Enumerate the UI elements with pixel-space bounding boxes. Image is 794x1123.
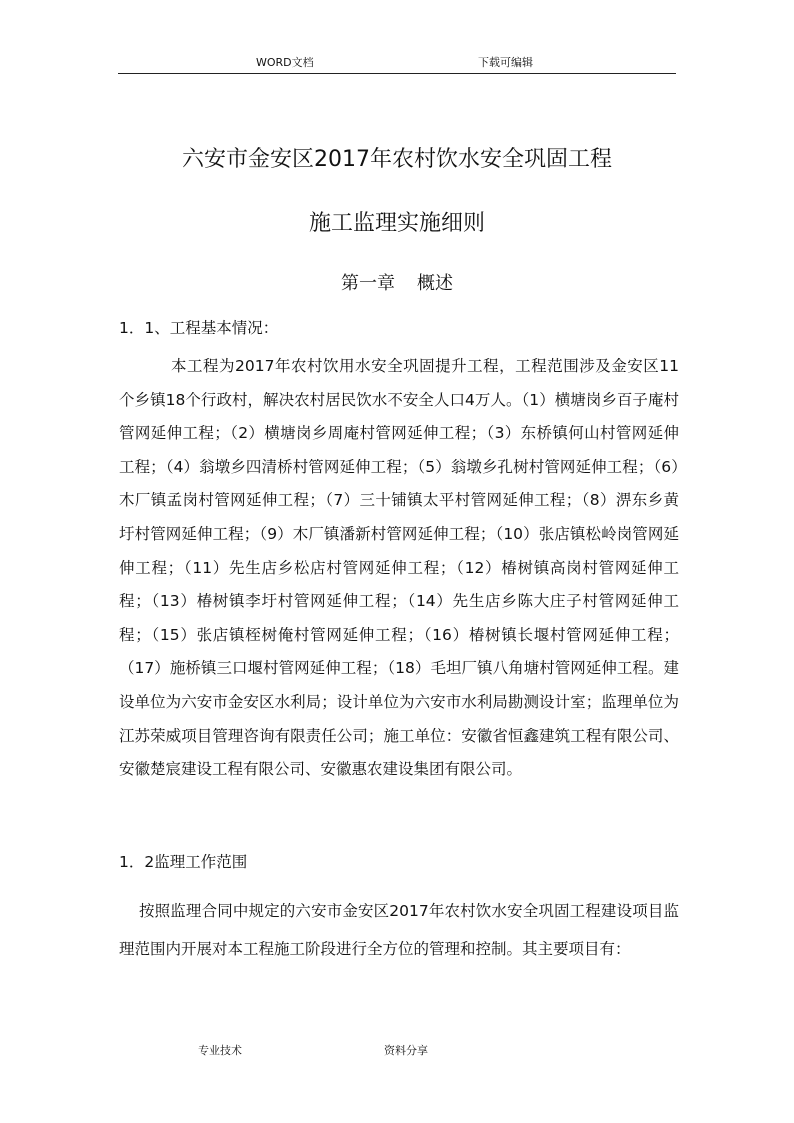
header-left-label: WORD文档: [256, 56, 314, 69]
chapter-heading: [0, 272, 794, 296]
section-body-1-2: 按照监理合同中规定的六安市金安区2017年农村饮水安全巩固工程建设项目监理范围内开展对本工程施工阶段进行全方位的管理和控制。其主要项目有：: [119, 902, 679, 958]
section-heading-1-2: 1．2监理工作范围: [119, 853, 248, 871]
chapter-name: 概述: [417, 273, 453, 294]
footer-left-label: 专业技术: [198, 1044, 242, 1057]
header-divider: [118, 73, 676, 74]
section-body-1-1: 本工程为2017年农村饮用水安全巩固提升工程，工程范围涉及金安区11个乡镇18个行政村，解决农村居民饮水不安全人口4万人。（1）横塘岗乡百子庵村管网延伸工程；（2）横塘岗乡周庵村管网延伸工程；（3）东桥镇何山村管网延伸工程；（4）翁墩乡四清桥村管网延伸工程；（5）翁墩乡孔树村管网延伸工程；（6）木厂镇孟岗村管网延伸工程；（7）三十铺镇太平村管网延伸工程；（8）淠东乡黄圩村管网延伸工程；（9）木厂镇潘新村管网延伸工程；（10）张店镇松岭岗管网延伸工程；（11）先生店乡松店村管网延伸工程；（12）椿树镇高岗村管网延伸工程；（13）椿树镇李圩村管网延伸工程；（14）先生店乡陈大庄子村管网延伸工程；（15）张店镇桎树俺村管网延伸工程；（16）椿树镇长堰村管网延伸工程；（17）施桥镇三口堰村管网延伸工程；（18）毛坦厂镇八角塘村管网延伸工程。建设单位为六安市金安区水利局；设计单位为六安市水利局勘测设计室；监理单位为江苏荣威项目管理咨询有限责任公司；施工单位：安徽省恒鑫建筑工程有限公司、安徽楚宸建设工程有限公司、安徽惠农建设集团有限公司。: [119, 357, 679, 779]
footer-right-label: 资料分享: [384, 1044, 428, 1057]
document-title: 六安市金安区2017年农村饮水安全巩固工程: [182, 147, 612, 172]
section-heading-1-1: 1．1、工程基本情况：: [119, 319, 279, 337]
header-right-label: 下载可编辑: [478, 56, 533, 69]
chapter-number: 第一章: [341, 273, 395, 294]
document-subtitle: 施工监理实施细则: [308, 211, 485, 236]
